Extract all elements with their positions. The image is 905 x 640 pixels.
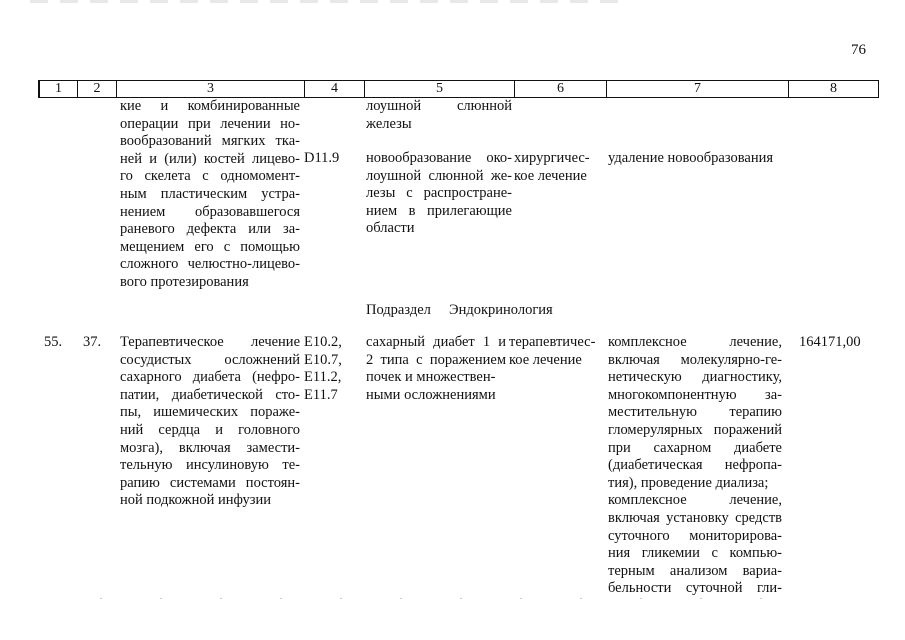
text-line: ным пластическим устра- — [120, 185, 300, 202]
scan-artifact-bottom — [100, 598, 800, 599]
block1-col5-text — [366, 150, 512, 238]
text-line: суточного мониторирова- — [608, 527, 782, 544]
price-value: 164171,00 — [799, 334, 861, 350]
header-col-6: 6 — [515, 81, 607, 97]
row-number: 55. — [44, 334, 63, 350]
diagnosis-code: D11.9 — [304, 150, 340, 166]
column-header-row — [38, 80, 879, 98]
row-subnumber: 37. — [83, 334, 102, 350]
text-line: при сахарном диабете — [608, 439, 782, 456]
text-line: лезы с распростране- — [366, 185, 512, 202]
text-line: нием в прилегающие — [366, 202, 512, 219]
block1-col7-text: удаление новообразования — [608, 150, 774, 166]
scan-artifact — [30, 0, 630, 3]
row55-col7-text — [608, 334, 782, 598]
text-line: тельную инсулиновую те- — [120, 457, 300, 474]
text-line: Терапевтическое лечение — [120, 334, 300, 350]
text-line: нением образовавшегося — [120, 203, 300, 220]
subsection-name: Эндокринология — [449, 302, 553, 318]
header-col-8: 8 — [789, 81, 879, 97]
text-line: кое лечение — [509, 351, 582, 368]
header-col-1: 1 — [39, 81, 78, 97]
header-col-3: 3 — [117, 81, 305, 97]
text-line: ной подкожной инфузии — [120, 492, 272, 509]
text-line: сахарный диабет 1 и — [366, 334, 506, 350]
block1-col3-text — [120, 98, 300, 292]
row55-col3-text — [120, 334, 300, 510]
text-line: раневого дефекта или за- — [120, 221, 300, 238]
page-number: 76 — [851, 42, 866, 58]
subsection-label: Подраздел — [366, 302, 431, 318]
text-line: ний сердца и головного — [120, 421, 300, 438]
text-line: железы — [366, 115, 412, 132]
text-line: кие и комбинированные — [120, 98, 300, 114]
diagnosis-code: E10.2, — [304, 334, 342, 350]
text-line: терным анализом вариа- — [608, 562, 782, 579]
row55-col5-text — [366, 334, 506, 404]
diagnosis-code: E11.7 — [304, 386, 338, 403]
text-line: области — [366, 220, 415, 237]
text-line: тия), проведение диализа; — [608, 474, 769, 491]
text-line: 2 типа с поражением — [366, 351, 506, 368]
text-line: терапевтичес- — [509, 334, 596, 350]
text-line: сосудистых осложнений — [120, 351, 300, 368]
text-line: ными осложнениями — [366, 386, 496, 403]
text-line: включая установку средств — [608, 509, 782, 526]
text-line: комплексное лечение, — [608, 334, 782, 350]
text-line: патии, диабетической сто- — [120, 386, 300, 403]
header-col-5: 5 — [365, 81, 515, 97]
text-line: лоушной слюнной — [366, 98, 512, 114]
text-line: сахарного диабета (нефро- — [120, 369, 300, 386]
text-line: многокомпонентную за- — [608, 386, 782, 403]
diagnosis-code: E11.2, — [304, 369, 342, 386]
text-line: ния гликемии с компью- — [608, 545, 782, 562]
text-line: кое лечение — [514, 167, 587, 184]
row55-col6-text — [509, 334, 605, 369]
header-col-7: 7 — [607, 81, 789, 97]
text-line: бельности суточной гли- — [608, 580, 782, 597]
text-line: мозга), включая замести- — [120, 439, 300, 456]
text-line: операции при лечении но- — [120, 115, 300, 132]
block1-col5-continued — [366, 98, 512, 133]
text-line: хирургичес- — [514, 150, 590, 166]
text-line: включая молекулярно-ге- — [608, 351, 782, 368]
text-line: пы, ишемических пораже- — [120, 404, 300, 421]
text-line: гломерулярных поражений — [608, 421, 782, 438]
diagnosis-code: E10.7, — [304, 351, 342, 368]
row55-codes — [304, 334, 360, 404]
text-line: комплексное лечение, — [608, 492, 782, 509]
text-line: почек и множествен- — [366, 369, 496, 386]
text-line: мещением его с помощью — [120, 238, 300, 255]
header-col-4: 4 — [305, 81, 365, 97]
text-line: нетическую диагностику, — [608, 369, 782, 386]
block1-col6-text — [514, 150, 604, 185]
text-line: го скелета с одномомент- — [120, 168, 300, 185]
text-line: местительную терапию — [608, 404, 782, 421]
text-line: новообразование око- — [366, 150, 512, 166]
text-line: вообразований мягких тка- — [120, 133, 300, 150]
text-line: вого протезирования — [120, 273, 249, 290]
text-line: лоушной слюнной же- — [366, 167, 512, 184]
text-line: (диабетическая нефропа- — [608, 457, 782, 474]
text-line: рапию системами постоян- — [120, 474, 300, 491]
header-col-2: 2 — [78, 81, 117, 97]
text-line: сложного челюстно-лицево- — [120, 256, 300, 273]
text-line: ней и (или) костей лицево- — [120, 150, 300, 167]
